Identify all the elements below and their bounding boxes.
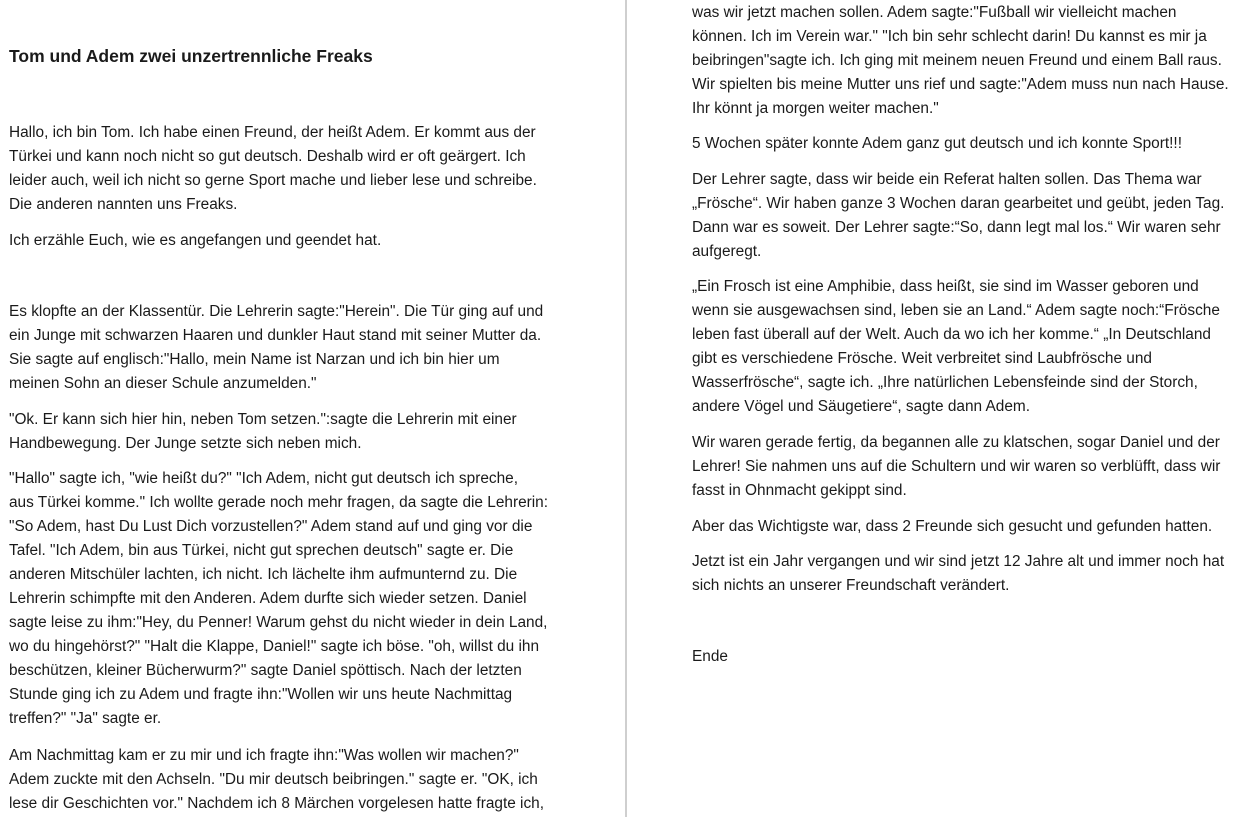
paragraph-end: Ende [692, 648, 728, 665]
paragraph-seat: "Ok. Er kann sich hier hin, neben Tom setzen.":sagte die Lehrerin mit einer Handbewegung. Der Junge setzte sich neben mich. [9, 411, 517, 452]
story-title: Tom und Adem zwei unzertrennliche Freaks [9, 46, 373, 66]
paragraph-presentation: Der Lehrer sagte, dass wir beide ein Referat halten sollen. Das Thema war „Frösche“. Wir haben ganze 3 Wochen daran gearbeitet und geübt, jeden Tag. Dann war es soweit. Der Lehrer sagte:“So, dann legt mal los.“ Wir waren sehr aufgeregt. [692, 171, 1225, 260]
paragraph-introduction: "Hallo" sagte ich, "wie heißt du?" "Ich Adem, nicht gut deutsch ich spreche, aus Türkei komme." Ich wollte gerade noch mehr fragen, da sagte die Lehrerin: "So Adem, hast Du Lust Dich vorzustellen?" Adem stand auf und ging vor die Tafel. "Ich Adem, bin aus Türkei, nicht gut sprechen deutsch" sagte er. Die anderen Mitschüler lachten, ich nicht. Ich lächelte ihm aufmunternd zu. Die Lehrerin schimpfte mit den Anderen. Adem durfte sich wieder setzen. Daniel sagte leise zu ihm:"Hey, du Penner! Warum gehst du nicht wieder in dein Land, wo du hingehörst?" "Halt die Klappe, Daniel!" sagte ich böse. "oh, willst du ihn beschützen, kleiner Bücherwurm?" sagte Daniel spöttisch. Nach der letzten Stunde ging ich zu Adem und fragte ihn:"Wollen wir uns heute Nachmittag treffen?" "Ja" sagte er. [9, 470, 549, 727]
paragraph-knock: Es klopfte an der Klassentür. Die Lehrerin sagte:"Herein". Die Tür ging auf und ein Junge mit schwarzen Haaren und dunkler Haut stand mit seiner Mutter da. Sie sagte auf englisch:"Hallo, mein Name ist Narzan und ich bin hier um meinen Sohn an dieser Schule anzumelden." [9, 303, 544, 392]
right-page [627, 0, 1250, 817]
paragraph-five-weeks: 5 Wochen später konnte Adem ganz gut deutsch und ich konnte Sport!!! [692, 135, 1182, 152]
paragraph-applause: Wir waren gerade fertig, da begannen alle zu klatschen, sogar Daniel und der Lehrer! Sie nahmen uns auf die Schultern und wir waren so verblüfft, dass wir fasst in Ohnmacht gekippt sind. [692, 434, 1221, 499]
paragraph-frogs: „Ein Frosch ist eine Amphibie, dass heißt, sie sind im Wasser geboren und wenn sie ausgewachsen sind, leben sie an Land.“ Adem sagte noch:“Frösche leben fast überall auf der Welt. Auch da wo ich her komme.“ „In Deutschland gibt es verschiedene Frösche. Weit verbreitet sind Laubfrösche und Wasserfrösche“, sagte ich. „Ihre natürlichen Lebensfeinde sind der Storch, andere Vögel und Säugetiere“, sagte dann Adem. [692, 278, 1220, 415]
paragraph-friends: Aber das Wichtigste war, dass 2 Freunde sich gesucht und gefunden hatten. [692, 518, 1213, 535]
paragraph-football: was wir jetzt machen sollen. Adem sagte:"Fußball wir vielleicht machen können. Ich im Verein war." "Ich bin sehr schlecht darin! Du kannst es mir ja beibringen"sagte ich. Ich ging mit meinem neuen Freund und einem Ball raus. Wir spielten bis meine Mutter uns rief und sagte:"Adem muss nun nach Hause. Ihr könnt ja morgen weiter machen." [692, 4, 1229, 117]
paragraph-one-year-later: Jetzt ist ein Jahr vergangen und wir sind jetzt 12 Jahre alt und immer noch hat sich nichts an unserer Freundschaft verändert. [692, 553, 1225, 594]
paragraph-announcement: Ich erzähle Euch, wie es angefangen und geendet hat. [9, 232, 382, 249]
paragraph-intro: Hallo, ich bin Tom. Ich habe einen Freund, der heißt Adem. Er kommt aus der Türkei und kann noch nicht so gut deutsch. Deshalb wird er oft geärgert. Ich leider auch, weil ich nicht so gerne Sport mache und lieber lese und schreibe. Die anderen nannten uns Freaks. [9, 124, 537, 213]
paragraph-afternoon: Am Nachmittag kam er zu mir und ich fragte ihn:"Was wollen wir machen?" Adem zuckte mit den Achseln. "Du mir deutsch beibringen." sagte er. "OK, ich lese dir Geschichten vor." Nachdem ich 8 Märchen vorgelesen hatte fragte ich, [9, 747, 545, 812]
